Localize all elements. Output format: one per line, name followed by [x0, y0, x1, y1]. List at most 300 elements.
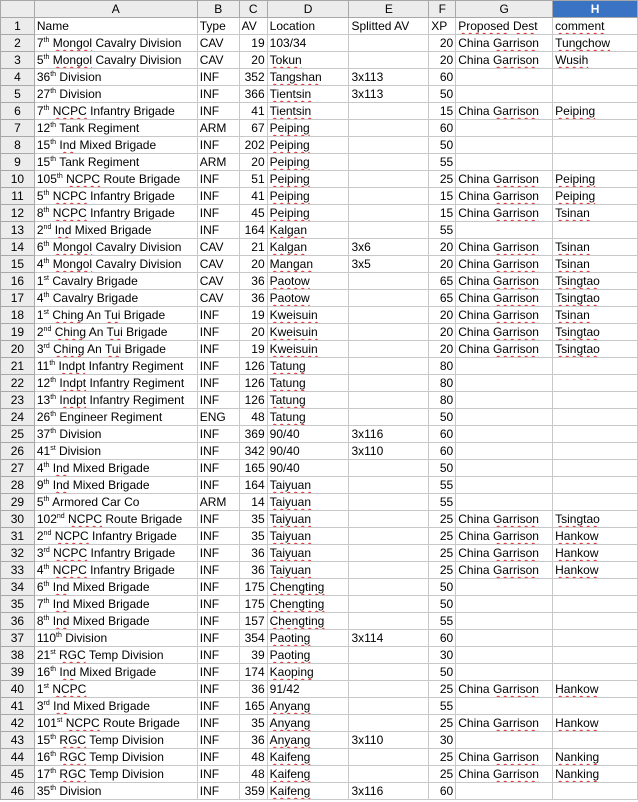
cell-xp[interactable]: 25 — [429, 749, 456, 766]
cell-proposed-dest[interactable] — [456, 477, 553, 494]
row-header[interactable]: 8 — [1, 137, 35, 154]
cell-proposed-dest[interactable] — [456, 52, 553, 69]
cell-xp[interactable]: 60 — [429, 630, 456, 647]
cell-type[interactable]: INF — [197, 375, 239, 392]
cell-comment[interactable] — [553, 664, 638, 681]
cell-type[interactable]: INF — [197, 613, 239, 630]
cell-name[interactable] — [34, 579, 197, 596]
cell-splitted-av[interactable] — [349, 341, 429, 358]
cell-type[interactable]: INF — [197, 341, 239, 358]
cell-av[interactable]: 354 — [239, 630, 267, 647]
cell-xp[interactable]: 55 — [429, 613, 456, 630]
cell-av[interactable]: 36 — [239, 562, 267, 579]
row-header[interactable]: 41 — [1, 698, 35, 715]
cell-location[interactable] — [267, 647, 349, 664]
cell-av[interactable]: 20 — [239, 154, 267, 171]
cell-av[interactable]: 21 — [239, 239, 267, 256]
cell-type[interactable]: INF — [197, 137, 239, 154]
column-header-g[interactable]: G — [456, 1, 553, 18]
cell-type[interactable]: INF — [197, 528, 239, 545]
cell-proposed-dest[interactable] — [456, 698, 553, 715]
cell-type[interactable]: INF — [197, 545, 239, 562]
cell-location[interactable] — [267, 766, 349, 783]
cell-proposed-dest[interactable] — [456, 443, 553, 460]
cell-xp[interactable]: XP — [429, 18, 456, 35]
cell-comment[interactable] — [553, 358, 638, 375]
cell-splitted-av[interactable] — [349, 290, 429, 307]
cell-name[interactable] — [34, 664, 197, 681]
cell-splitted-av[interactable] — [349, 494, 429, 511]
cell-location[interactable] — [267, 783, 349, 800]
cell-location[interactable] — [267, 613, 349, 630]
cell-comment[interactable] — [553, 103, 638, 120]
cell-av[interactable]: 175 — [239, 579, 267, 596]
cell-type[interactable]: INF — [197, 715, 239, 732]
cell-proposed-dest[interactable] — [456, 613, 553, 630]
cell-location[interactable] — [267, 52, 349, 69]
cell-name[interactable] — [34, 307, 197, 324]
row-header[interactable]: 7 — [1, 120, 35, 137]
row-header[interactable]: 37 — [1, 630, 35, 647]
cell-proposed-dest[interactable] — [456, 341, 553, 358]
cell-type[interactable]: INF — [197, 749, 239, 766]
cell-name[interactable] — [34, 392, 197, 409]
cell-comment[interactable] — [553, 783, 638, 800]
cell-name[interactable] — [34, 171, 197, 188]
row-header[interactable]: 17 — [1, 290, 35, 307]
cell-proposed-dest[interactable] — [456, 205, 553, 222]
cell-type[interactable]: INF — [197, 205, 239, 222]
cell-proposed-dest[interactable] — [456, 579, 553, 596]
cell-name[interactable] — [34, 732, 197, 749]
cell-proposed-dest[interactable] — [456, 154, 553, 171]
cell-xp[interactable]: 25 — [429, 528, 456, 545]
cell-xp[interactable]: 30 — [429, 732, 456, 749]
cell-proposed-dest[interactable] — [456, 358, 553, 375]
cell-splitted-av[interactable] — [349, 664, 429, 681]
cell-splitted-av[interactable]: 3x6 — [349, 239, 429, 256]
cell-type[interactable]: INF — [197, 392, 239, 409]
cell-splitted-av[interactable]: 3x113 — [349, 69, 429, 86]
row-header[interactable]: 46 — [1, 783, 35, 800]
cell-comment[interactable] — [553, 477, 638, 494]
cell-proposed-dest[interactable] — [456, 307, 553, 324]
cell-type[interactable]: INF — [197, 766, 239, 783]
cell-xp[interactable]: 60 — [429, 426, 456, 443]
cell-splitted-av[interactable]: 3x116 — [349, 426, 429, 443]
cell-type[interactable]: INF — [197, 358, 239, 375]
cell-splitted-av[interactable] — [349, 171, 429, 188]
cell-av[interactable]: 48 — [239, 749, 267, 766]
column-header-b[interactable]: B — [197, 1, 239, 18]
cell-splitted-av[interactable] — [349, 715, 429, 732]
cell-xp[interactable]: 60 — [429, 120, 456, 137]
cell-comment[interactable] — [553, 460, 638, 477]
cell-location[interactable] — [267, 562, 349, 579]
cell-name[interactable] — [34, 749, 197, 766]
cell-proposed-dest[interactable] — [456, 715, 553, 732]
cell-xp[interactable]: 25 — [429, 681, 456, 698]
cell-name[interactable] — [34, 69, 197, 86]
cell-splitted-av[interactable] — [349, 324, 429, 341]
cell-proposed-dest[interactable] — [456, 545, 553, 562]
cell-splitted-av[interactable]: Splitted AV — [349, 18, 429, 35]
cell-location[interactable] — [267, 137, 349, 154]
row-header[interactable]: 43 — [1, 732, 35, 749]
column-header-c[interactable]: C — [239, 1, 267, 18]
cell-xp[interactable]: 55 — [429, 494, 456, 511]
cell-splitted-av[interactable] — [349, 596, 429, 613]
cell-type[interactable]: CAV — [197, 273, 239, 290]
cell-xp[interactable]: 60 — [429, 69, 456, 86]
cell-av[interactable]: 369 — [239, 426, 267, 443]
cell-type[interactable]: INF — [197, 647, 239, 664]
cell-name[interactable] — [34, 426, 197, 443]
cell-av[interactable]: AV — [239, 18, 267, 35]
cell-comment[interactable] — [553, 86, 638, 103]
cell-location[interactable] — [267, 256, 349, 273]
cell-name[interactable] — [34, 358, 197, 375]
cell-splitted-av[interactable] — [349, 647, 429, 664]
row-header[interactable]: 9 — [1, 154, 35, 171]
column-header-a[interactable]: A — [34, 1, 197, 18]
cell-comment[interactable] — [553, 120, 638, 137]
row-header[interactable]: 13 — [1, 222, 35, 239]
cell-proposed-dest[interactable] — [456, 120, 553, 137]
cell-location[interactable]: Location — [267, 18, 349, 35]
row-header[interactable]: 6 — [1, 103, 35, 120]
cell-proposed-dest[interactable] — [456, 256, 553, 273]
row-header[interactable]: 29 — [1, 494, 35, 511]
cell-proposed-dest[interactable] — [456, 35, 553, 52]
cell-xp[interactable]: 20 — [429, 307, 456, 324]
cell-type[interactable]: ARM — [197, 154, 239, 171]
cell-type[interactable]: INF — [197, 477, 239, 494]
cell-splitted-av[interactable]: 3x5 — [349, 256, 429, 273]
cell-proposed-dest[interactable] — [456, 171, 553, 188]
row-header[interactable]: 24 — [1, 409, 35, 426]
cell-location[interactable] — [267, 630, 349, 647]
cell-xp[interactable]: 25 — [429, 766, 456, 783]
cell-type[interactable]: CAV — [197, 35, 239, 52]
cell-comment[interactable] — [553, 562, 638, 579]
cell-comment[interactable] — [553, 409, 638, 426]
cell-av[interactable]: 48 — [239, 766, 267, 783]
cell-proposed-dest[interactable] — [456, 511, 553, 528]
cell-comment[interactable] — [553, 698, 638, 715]
cell-type[interactable]: CAV — [197, 290, 239, 307]
cell-av[interactable]: 39 — [239, 647, 267, 664]
cell-name[interactable] — [34, 154, 197, 171]
cell-xp[interactable]: 60 — [429, 443, 456, 460]
column-header-h[interactable]: H — [553, 1, 638, 18]
cell-av[interactable]: 19 — [239, 307, 267, 324]
cell-splitted-av[interactable]: 3x114 — [349, 630, 429, 647]
cell-location[interactable] — [267, 69, 349, 86]
row-header[interactable]: 33 — [1, 562, 35, 579]
cell-splitted-av[interactable]: 3x110 — [349, 443, 429, 460]
cell-name[interactable] — [34, 477, 197, 494]
cell-location[interactable] — [267, 426, 349, 443]
cell-xp[interactable]: 55 — [429, 698, 456, 715]
column-header-f[interactable]: F — [429, 1, 456, 18]
cell-splitted-av[interactable] — [349, 154, 429, 171]
cell-av[interactable]: 19 — [239, 35, 267, 52]
cell-comment[interactable] — [553, 766, 638, 783]
cell-xp[interactable]: 50 — [429, 86, 456, 103]
cell-location[interactable] — [267, 443, 349, 460]
cell-name[interactable] — [34, 52, 197, 69]
cell-type[interactable]: INF — [197, 222, 239, 239]
row-header[interactable]: 28 — [1, 477, 35, 494]
row-header[interactable]: 44 — [1, 749, 35, 766]
column-header-d[interactable]: D — [267, 1, 349, 18]
cell-name[interactable] — [34, 273, 197, 290]
cell-comment[interactable] — [553, 715, 638, 732]
cell-type[interactable]: INF — [197, 511, 239, 528]
cell-splitted-av[interactable] — [349, 766, 429, 783]
row-header[interactable]: 39 — [1, 664, 35, 681]
cell-splitted-av[interactable] — [349, 460, 429, 477]
cell-comment[interactable] — [553, 613, 638, 630]
cell-comment[interactable] — [553, 545, 638, 562]
cell-type[interactable]: INF — [197, 443, 239, 460]
cell-splitted-av[interactable] — [349, 35, 429, 52]
row-header[interactable]: 5 — [1, 86, 35, 103]
cell-proposed-dest[interactable] — [456, 426, 553, 443]
cell-location[interactable] — [267, 749, 349, 766]
select-all-corner[interactable] — [1, 1, 35, 18]
cell-proposed-dest[interactable] — [456, 630, 553, 647]
cell-location[interactable] — [267, 664, 349, 681]
cell-av[interactable]: 36 — [239, 290, 267, 307]
cell-comment[interactable] — [553, 154, 638, 171]
cell-name[interactable] — [34, 35, 197, 52]
cell-location[interactable] — [267, 477, 349, 494]
cell-type[interactable]: INF — [197, 596, 239, 613]
cell-av[interactable]: 164 — [239, 477, 267, 494]
cell-name[interactable] — [34, 613, 197, 630]
cell-location[interactable] — [267, 698, 349, 715]
cell-type[interactable]: INF — [197, 86, 239, 103]
row-header[interactable]: 3 — [1, 52, 35, 69]
cell-splitted-av[interactable] — [349, 545, 429, 562]
cell-proposed-dest[interactable] — [456, 528, 553, 545]
cell-xp[interactable]: 25 — [429, 545, 456, 562]
row-header[interactable]: 10 — [1, 171, 35, 188]
cell-av[interactable]: 14 — [239, 494, 267, 511]
cell-proposed-dest[interactable] — [456, 596, 553, 613]
row-header[interactable]: 26 — [1, 443, 35, 460]
cell-name[interactable] — [34, 528, 197, 545]
cell-av[interactable]: 126 — [239, 375, 267, 392]
cell-av[interactable]: 35 — [239, 511, 267, 528]
cell-splitted-av[interactable] — [349, 205, 429, 222]
cell-xp[interactable]: 25 — [429, 171, 456, 188]
cell-splitted-av[interactable] — [349, 103, 429, 120]
row-header[interactable]: 12 — [1, 205, 35, 222]
cell-proposed-dest[interactable] — [456, 18, 553, 35]
cell-location[interactable] — [267, 239, 349, 256]
cell-av[interactable]: 48 — [239, 409, 267, 426]
cell-type[interactable]: INF — [197, 307, 239, 324]
cell-av[interactable]: 36 — [239, 273, 267, 290]
cell-xp[interactable]: 20 — [429, 341, 456, 358]
cell-splitted-av[interactable] — [349, 188, 429, 205]
cell-comment[interactable] — [553, 35, 638, 52]
cell-av[interactable]: 342 — [239, 443, 267, 460]
cell-location[interactable] — [267, 545, 349, 562]
cell-xp[interactable]: 15 — [429, 103, 456, 120]
cell-splitted-av[interactable] — [349, 749, 429, 766]
cell-proposed-dest[interactable] — [456, 783, 553, 800]
cell-av[interactable]: 20 — [239, 324, 267, 341]
cell-comment[interactable] — [553, 256, 638, 273]
cell-type[interactable]: CAV — [197, 52, 239, 69]
cell-comment[interactable] — [553, 375, 638, 392]
cell-xp[interactable]: 50 — [429, 460, 456, 477]
cell-proposed-dest[interactable] — [456, 409, 553, 426]
row-header[interactable]: 21 — [1, 358, 35, 375]
cell-xp[interactable]: 60 — [429, 783, 456, 800]
cell-comment[interactable] — [553, 137, 638, 154]
cell-splitted-av[interactable] — [349, 477, 429, 494]
cell-splitted-av[interactable] — [349, 511, 429, 528]
cell-type[interactable]: INF — [197, 426, 239, 443]
cell-av[interactable]: 157 — [239, 613, 267, 630]
cell-av[interactable]: 35 — [239, 528, 267, 545]
cell-comment[interactable] — [553, 205, 638, 222]
cell-name[interactable] — [34, 324, 197, 341]
cell-comment[interactable] — [553, 324, 638, 341]
cell-xp[interactable]: 25 — [429, 715, 456, 732]
cell-name[interactable] — [34, 341, 197, 358]
cell-av[interactable]: 41 — [239, 188, 267, 205]
cell-name[interactable] — [34, 766, 197, 783]
cell-type[interactable]: INF — [197, 681, 239, 698]
cell-splitted-av[interactable] — [349, 273, 429, 290]
cell-proposed-dest[interactable] — [456, 732, 553, 749]
row-header[interactable]: 16 — [1, 273, 35, 290]
cell-xp[interactable]: 50 — [429, 579, 456, 596]
row-header[interactable]: 32 — [1, 545, 35, 562]
cell-comment[interactable] — [553, 290, 638, 307]
cell-type[interactable]: INF — [197, 171, 239, 188]
row-header[interactable]: 27 — [1, 460, 35, 477]
cell-splitted-av[interactable] — [349, 528, 429, 545]
cell-location[interactable] — [267, 307, 349, 324]
cell-comment[interactable] — [553, 426, 638, 443]
cell-comment[interactable] — [553, 239, 638, 256]
cell-xp[interactable]: 50 — [429, 409, 456, 426]
cell-splitted-av[interactable] — [349, 698, 429, 715]
cell-type[interactable]: INF — [197, 562, 239, 579]
cell-xp[interactable]: 20 — [429, 239, 456, 256]
cell-xp[interactable]: 20 — [429, 324, 456, 341]
cell-name[interactable]: Name — [34, 18, 197, 35]
cell-splitted-av[interactable]: 3x113 — [349, 86, 429, 103]
cell-xp[interactable]: 20 — [429, 52, 456, 69]
cell-location[interactable] — [267, 460, 349, 477]
cell-type[interactable]: INF — [197, 664, 239, 681]
cell-comment[interactable] — [553, 18, 638, 35]
cell-location[interactable] — [267, 511, 349, 528]
cell-av[interactable]: 359 — [239, 783, 267, 800]
cell-proposed-dest[interactable] — [456, 766, 553, 783]
cell-name[interactable] — [34, 86, 197, 103]
cell-comment[interactable] — [553, 732, 638, 749]
cell-location[interactable] — [267, 86, 349, 103]
cell-comment[interactable] — [553, 681, 638, 698]
cell-comment[interactable] — [553, 579, 638, 596]
cell-location[interactable] — [267, 35, 349, 52]
cell-comment[interactable] — [553, 596, 638, 613]
row-header[interactable]: 42 — [1, 715, 35, 732]
cell-proposed-dest[interactable] — [456, 392, 553, 409]
cell-av[interactable]: 45 — [239, 205, 267, 222]
cell-name[interactable] — [34, 562, 197, 579]
cell-splitted-av[interactable] — [349, 307, 429, 324]
cell-location[interactable] — [267, 290, 349, 307]
cell-splitted-av[interactable] — [349, 222, 429, 239]
cell-xp[interactable]: 15 — [429, 205, 456, 222]
cell-comment[interactable] — [553, 630, 638, 647]
cell-xp[interactable]: 25 — [429, 511, 456, 528]
cell-location[interactable] — [267, 205, 349, 222]
cell-location[interactable] — [267, 103, 349, 120]
row-header[interactable]: 30 — [1, 511, 35, 528]
cell-av[interactable]: 41 — [239, 103, 267, 120]
cell-proposed-dest[interactable] — [456, 69, 553, 86]
cell-splitted-av[interactable] — [349, 375, 429, 392]
cell-comment[interactable] — [553, 52, 638, 69]
cell-location[interactable] — [267, 154, 349, 171]
cell-proposed-dest[interactable] — [456, 681, 553, 698]
row-header[interactable]: 14 — [1, 239, 35, 256]
cell-splitted-av[interactable] — [349, 409, 429, 426]
cell-splitted-av[interactable] — [349, 137, 429, 154]
cell-av[interactable]: 174 — [239, 664, 267, 681]
cell-name[interactable] — [34, 443, 197, 460]
cell-comment[interactable] — [553, 69, 638, 86]
cell-av[interactable]: 51 — [239, 171, 267, 188]
cell-proposed-dest[interactable] — [456, 188, 553, 205]
cell-location[interactable] — [267, 188, 349, 205]
cell-location[interactable] — [267, 494, 349, 511]
cell-proposed-dest[interactable] — [456, 273, 553, 290]
cell-location[interactable] — [267, 528, 349, 545]
cell-type[interactable]: CAV — [197, 256, 239, 273]
cell-comment[interactable] — [553, 392, 638, 409]
cell-xp[interactable]: 50 — [429, 596, 456, 613]
cell-av[interactable]: 20 — [239, 52, 267, 69]
cell-av[interactable]: 126 — [239, 358, 267, 375]
cell-av[interactable]: 67 — [239, 120, 267, 137]
cell-xp[interactable]: 25 — [429, 562, 456, 579]
cell-proposed-dest[interactable] — [456, 647, 553, 664]
cell-proposed-dest[interactable] — [456, 290, 553, 307]
cell-comment[interactable] — [553, 222, 638, 239]
cell-name[interactable] — [34, 137, 197, 154]
cell-type[interactable]: Type — [197, 18, 239, 35]
column-header-e[interactable]: E — [349, 1, 429, 18]
cell-location[interactable] — [267, 579, 349, 596]
cell-av[interactable]: 202 — [239, 137, 267, 154]
cell-name[interactable] — [34, 120, 197, 137]
cell-name[interactable] — [34, 698, 197, 715]
cell-comment[interactable] — [553, 511, 638, 528]
cell-xp[interactable]: 50 — [429, 664, 456, 681]
